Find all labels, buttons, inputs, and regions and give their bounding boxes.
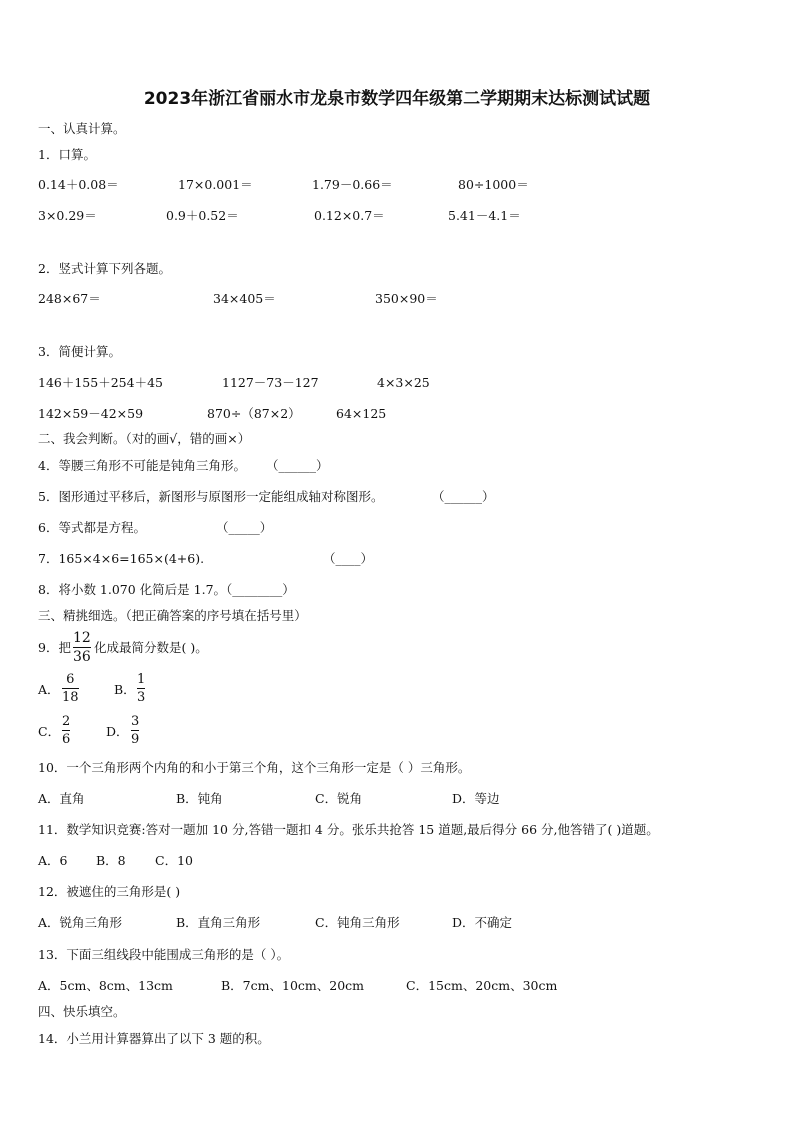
question-8-text: 8．将小数 1.070 化简后是 1.7。（________） bbox=[38, 582, 295, 597]
question-12-text: 12．被遮住的三角形是( ) bbox=[38, 884, 181, 899]
option-a[interactable]: A．直角 bbox=[38, 791, 85, 806]
option-d-fraction[interactable] bbox=[131, 714, 139, 747]
question-11-text: 11．数学知识竞赛:答对一题加 10 分,答错一题扣 4 分。张乐共抢答 15 道题,最后得分 66 分,他答错了( )道题。 bbox=[38, 822, 659, 837]
denominator: 18 bbox=[62, 690, 79, 705]
option-c[interactable]: C．10 bbox=[155, 853, 193, 868]
option-label: A． bbox=[38, 682, 60, 697]
denominator: 9 bbox=[131, 732, 140, 747]
question-10-text: 10．一个三角形两个内角的和小于第三个角，这个三角形一定是（ ）三角形。 bbox=[38, 760, 471, 775]
question-5-text: 5．图形通过平移后，新图形与原图形一定能组成轴对称图形。 bbox=[38, 489, 384, 504]
numerator: 1 bbox=[137, 672, 146, 687]
fraction-bar bbox=[131, 730, 139, 731]
question-9-prefix: 9．把 bbox=[38, 640, 71, 655]
answer-blank[interactable]: （____） bbox=[323, 551, 374, 566]
fraction-bar bbox=[137, 688, 145, 689]
q1-item: 17×0.001＝ bbox=[178, 177, 253, 192]
question-1-label: 1．口算。 bbox=[38, 147, 96, 162]
q1-item: 1.79－0.66＝ bbox=[312, 177, 393, 192]
option-b-fraction[interactable] bbox=[137, 672, 145, 705]
q1-item: 5.41－4.1＝ bbox=[448, 208, 521, 223]
option-b[interactable]: B．直角三角形 bbox=[176, 915, 261, 930]
option-c[interactable]: C．锐角 bbox=[315, 791, 363, 806]
numerator: 2 bbox=[62, 714, 71, 729]
option-label: C． bbox=[38, 724, 61, 739]
question-6-text: 6．等式都是方程。 bbox=[38, 520, 146, 535]
q3-item: 4×3×25 bbox=[377, 375, 430, 390]
option-a[interactable]: A．5cm、8cm、13cm bbox=[38, 978, 173, 993]
option-a-fraction[interactable] bbox=[62, 672, 79, 705]
page-title: 2023年浙江省丽水市龙泉市数学四年级第二学期期末达标测试试题 bbox=[143, 89, 651, 109]
q3-item: 64×125 bbox=[336, 406, 387, 421]
numerator: 6 bbox=[66, 672, 75, 687]
q3-item: 146＋155＋254＋45 bbox=[38, 375, 163, 390]
fraction-bar bbox=[73, 647, 91, 648]
q3-item: 870÷（87×2） bbox=[207, 406, 301, 421]
answer-blank[interactable]: （_____） bbox=[216, 520, 273, 535]
answer-blank[interactable]: （______） bbox=[432, 489, 495, 504]
q1-item: 0.12×0.7＝ bbox=[314, 208, 385, 223]
option-d[interactable]: D．不确定 bbox=[452, 915, 513, 930]
answer-blank[interactable]: （______） bbox=[266, 458, 329, 473]
q2-item: 248×67＝ bbox=[38, 291, 101, 306]
section-1-heading: 一、认真计算。 bbox=[38, 121, 126, 136]
numerator: 12 bbox=[73, 630, 91, 646]
q3-item: 142×59－42×59 bbox=[38, 406, 144, 421]
section-3-heading: 三、精挑细选。（把正确答案的序号填在括号里） bbox=[38, 608, 307, 623]
option-b[interactable]: B．钝角 bbox=[176, 791, 223, 806]
q3-item: 1127－73－127 bbox=[222, 375, 319, 390]
q1-item: 3×0.29＝ bbox=[38, 208, 97, 223]
option-a[interactable]: A．6 bbox=[38, 853, 68, 868]
question-2-label: 2．竖式计算下列各题。 bbox=[38, 261, 171, 276]
question-9-suffix: 化成最简分数是( )。 bbox=[94, 640, 208, 655]
option-c-fraction[interactable] bbox=[62, 714, 70, 747]
option-b[interactable]: B．7cm、10cm、20cm bbox=[221, 978, 365, 993]
q1-item: 0.14＋0.08＝ bbox=[38, 177, 119, 192]
question-4-text: 4．等腰三角形不可能是钝角三角形。 bbox=[38, 458, 246, 473]
denominator: 6 bbox=[62, 732, 71, 747]
denominator: 36 bbox=[73, 649, 91, 665]
option-c[interactable]: C．钝角三角形 bbox=[315, 915, 400, 930]
option-c[interactable]: C．15cm、20cm、30cm bbox=[406, 978, 558, 993]
fraction-bar bbox=[62, 688, 79, 689]
option-a[interactable]: A．锐角三角形 bbox=[38, 915, 123, 930]
section-4-heading: 四、快乐填空。 bbox=[38, 1004, 126, 1019]
q1-item: 0.9＋0.52＝ bbox=[166, 208, 239, 223]
numerator: 3 bbox=[131, 714, 140, 729]
option-d[interactable]: D．等边 bbox=[452, 791, 500, 806]
question-7-text: 7．165×4×6=165×(4+6). bbox=[38, 551, 205, 566]
denominator: 3 bbox=[137, 690, 146, 705]
section-2-heading: 二、我会判断。（对的画√，错的画×） bbox=[38, 431, 251, 446]
question-13-text: 13．下面三组线段中能围成三角形的是（ ）。 bbox=[38, 947, 290, 962]
q2-item: 350×90＝ bbox=[375, 291, 438, 306]
option-label: D． bbox=[106, 724, 129, 739]
fraction bbox=[73, 630, 91, 665]
question-14-text: 14．小兰用计算器算出了以下 3 题的积。 bbox=[38, 1031, 270, 1046]
q2-item: 34×405＝ bbox=[213, 291, 276, 306]
option-b[interactable]: B．8 bbox=[96, 853, 126, 868]
fraction-bar bbox=[62, 730, 70, 731]
option-label: B． bbox=[114, 682, 136, 697]
question-3-label: 3．简便计算。 bbox=[38, 344, 121, 359]
q1-item: 80÷1000＝ bbox=[458, 177, 529, 192]
